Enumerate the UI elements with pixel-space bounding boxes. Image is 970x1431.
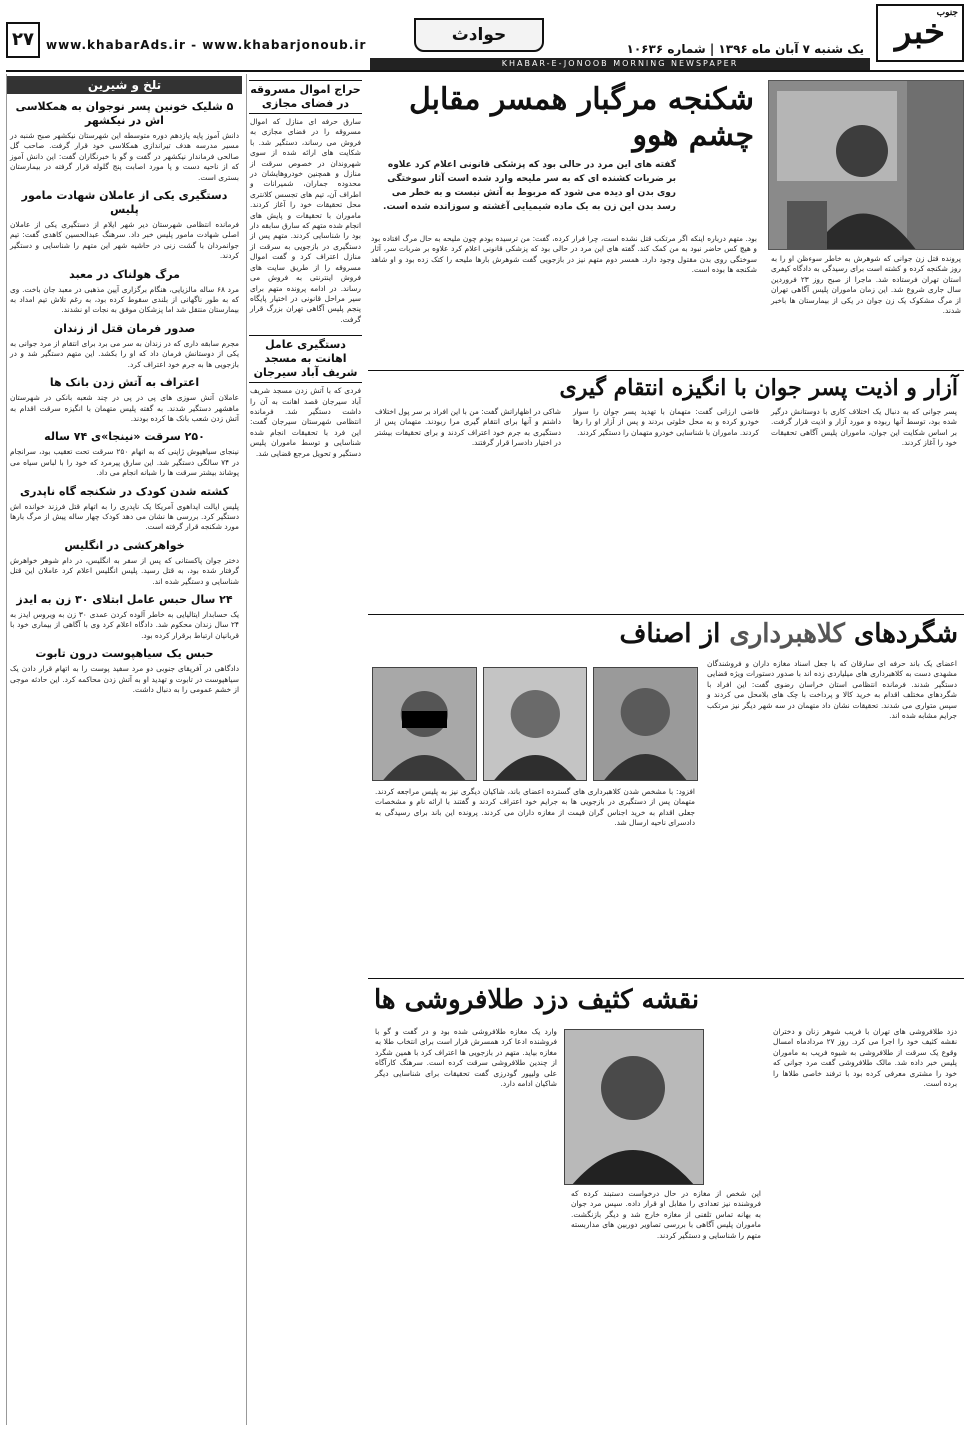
website-urls: www.khabarAds.ir - www.khabarjonoub.ir: [46, 38, 367, 52]
story3-headline-a: شگردهای: [844, 619, 958, 649]
brief-body: عاملان آتش سوزی های پی در پی در چند شعبه بانکی در شهرستان ماهشهر دستگیر شدند. به گفته پلیس متهمان با انگیزه سرقت اقدام به آتش زدن شعب بانک ها کرده بودند.: [10, 393, 239, 423]
thief-photo: [564, 1029, 704, 1185]
briefs-column: [6, 74, 242, 1425]
story2-headline: آزار و اذیت پسر جوان با انگیزه انتقام گیری: [559, 375, 958, 401]
brief-title: حبس یک سیاهپوست درون تابوت: [35, 647, 214, 661]
story-harassment: [368, 370, 964, 610]
dateline: یک شنبه ۷ آبان ماه ۱۳۹۶ | شماره ۱۰۶۳۶: [626, 42, 864, 56]
brief-title: کشته شدن کودک در شکنجه گاه ناپدری: [20, 484, 229, 498]
story-gold-thief: [368, 978, 964, 1425]
brief-title: ۲۵۰ سرقت «نینجا»ی ۷۴ ساله: [44, 430, 205, 444]
story2-col2: قاضی ارزانی گفت: متهمان با تهدید پسر جوان را سوار خودرو کرده و به محل خلوتی بردند و پس از آزار او را رها کردند. ماموران با شناسایی خودرو متهمان را دستگیر کردند.: [573, 407, 759, 437]
brief-body: پلیس ایالت ایداهوی آمریکا یک ناپدری را به اتهام قتل فرزند خوانده اش دستگیر کرد. بررسی ها نشان می دهد کودک چهار ساله پیش از مرگ بارها مورد شکنجه قرار گرفته است.: [10, 501, 239, 532]
briefs-list: [7, 100, 242, 695]
brief-body: فرمانده انتظامی شهرستان دیر شهر ایلام از دستگیری یکی از عاملان اصلی شهادت مامور پلیس خبر داد. سرهنگ عبدالحسین کاهدی گفت: تیم جوانمردان با گشت زنی در حاشیه شهر این متهم را شناسایی و دستگیر کردند.: [10, 220, 239, 261]
story3-col-right: اعضای یک باند حرفه ای سارقان که با جعل اسناد مغازه داران و فروشندگان مشهدی دست به کلاهبرداری های میلیاردی زده اند با صدور دستورات ویژه قضایی دستگیر شدند. فرمانده انتظامی استان خراسان رضوی گفت: این افراد با شگردهای مختلف اقدام به خرید کالا و پرداخت با چک های بلامحل می کردند و سپس متواری می شدند. تحقیقات نشان داد متهمان در سه شهر دیگر نیز مرتکب جرایم مشابه شده اند.: [707, 659, 957, 721]
story3-headline-c: از اصناف: [619, 619, 730, 649]
mid-story2-body: فردی که با آتش زدن مسجد شریف آباد سیرجان قصد اهانت به آن را داشت دستگیر شد. فرمانده انتظامی شهرستان سیرجان گفت: این فرد با تحقیقات انجام شده شناسایی و توسط ماموران پلیس دستگیر و تحویل مرجع قضایی شد.: [250, 386, 361, 458]
hero-headline: شکنجه مرگبار همسر مقابل چشم هوو: [408, 82, 754, 153]
story3-col-left: افزود: با مشخص شدن کلاهبرداری های گسترده اعضای باند، شاکیان دیگری نیز به پلیس مراجعه کردند. متهمان پس از دستگیری در بازجویی ها به جرایم خود اعتراف کردند و گفتند با ارائه نام و مشخصات جعلی اقدام به خرید اجناس گران قیمت از مغازه داران می کردند. پرونده این باند برای رسیدگی به دادسرای ناحیه ارسال شد.: [375, 787, 695, 828]
mid-story1-title: حراج اموال مسروقه در فضای مجازی: [249, 80, 362, 114]
briefs-kicker: تلخ و شیرین: [7, 76, 242, 94]
brief-title: خواهرکشی در انگلیس: [64, 538, 185, 552]
newspaper-logo: [876, 4, 964, 62]
brief-body: مجرم سابقه داری که در زندان به سر می برد برای انتقام از مرد جوانی به یکی از دوستانش فرمان داد که او را بکشد. این متهم دستگیر شد و در بازجویی ها به جرم خود اعتراف کرد.: [10, 338, 239, 369]
eye-censor-bar: [402, 711, 447, 729]
story4-col1: دزد طلافروشی های تهران با فریب شوهر زنان و دختران نقشه کثیف خود را اجرا می کرد. روز ۲۷ مردادماه امسال وقوع یک سرقت از طلافروشی به شیوه فریب به ماموران پلیس خبر داده شد. مالک طلافروشی گفت مرد جوانی که خود را مشتری معرفی کرده بود با ترفند خاصی طلاها را برده است.: [773, 1027, 957, 1089]
hero-body-left: بود. متهم درباره اینکه اگر مرتکب قتل نشده است، چرا فرار کرده، گفت: من ترسیده بودم چون ملیحه به حال مرگ افتاده بود و هیچ کس حاضر نبود به من کمک کند. گفته های این مرد در حالی بود که پزشکی قانونی اعلام کرد علاوه بر ضربات سر، آثار سوختگی روی بدن مقتول وجود دارد. همسر دوم متهم نیز در بازجویی گفت شوهرش بارها ملیحه را کتک زده بود و او شاهد شکنجه ها بوده است.: [371, 234, 757, 275]
mid-story1-body: سارق حرفه ای منازل که اموال مسروقه را در فضای مجازی به فروش می رساند، دستگیر شد. با شکایت های ارائه شده از سوی شهروندان در خصوص سرقت از منازل و همچنین خودروهایشان در محدوده جماران، شمیرانات و اطراف آن، تیم های تجسس کلانتری محل تحقیقات خود را آغاز کردند. ماموران با تحقیقات و پایش های انجام شده متهم که سارق سابقه دار بود را شناسایی کردند. متهم پس از دستگیری در بازجویی به سرقت از منازل اعتراف کرد و گفت اموال مسروقه را از طریق سایت های فروش اینترنتی به فروش می رساند. در ادامه پرونده متهم برای سیر مراحل قانونی در اختیار پایگاه پنجم پلیس آگاهی تهران بزرگ قرار گرفت.: [250, 117, 361, 324]
brief-body: یک حسابدار ایتالیایی به خاطر آلوده کردن عمدی ۳۰ زن به ویروس ایدز به ۲۴ سال زندان محکوم شد. دادگاه اعلام کرد وی با آگاهی از بیماری خود با قربانیان ارتباط برقرار کرده بود.: [10, 609, 240, 640]
brief-body: نینجای سیاهپوش ژاپنی که به اتهام ۲۵۰ سرقت تحت تعقیب بود، سرانجام در ۷۴ سالگی دستگیر شد. این سارق پیرمرد که خود را با لباس سیاه می پوشاند بیشتر سرقت ها را شبانه انجام می داد.: [10, 447, 239, 478]
story4-col2: این شخص از مغازه در حال درخواست دستبند کرده که فروشنده نیز تعدادی را مقابل او قرار داده. سپس مرد جوان به بهانه تماس تلفنی از مغازه خارج شد و دیگر بازنگشت. ماموران پلیس آگاهی با بررسی تصاویر دوربین های مداربسته متهم را شناسایی و دستگیر کردند.: [571, 1189, 761, 1240]
brief-body: مرد ۶۸ ساله مالزیایی، هنگام برگزاری آیین مذهبی در معبد جان باخت. وی که به طور ناگهانی از بلندی سقوط کرده بود، به رغم تلاش تیم امداد به بیمارستان منتقل شد اما پزشکان موفق به نجات او نشدند.: [10, 284, 239, 315]
brief-title: صدور فرمان قتل از زندان: [53, 321, 196, 335]
brief-title: ۲۴ سال حبس عامل ابتلای ۳۰ زن به ایدز: [16, 592, 233, 606]
suspect-photo-1: [593, 667, 698, 781]
story2-col3: شاکی در اظهاراتش گفت: من با این افراد بر سر پول اختلاف داشتم و آنها برای انتقام گیری مرا ربودند. متهمان پس از دستگیری به جرم خود اعتراف کردند و برای تحقیقات بیشتر در اختیار دادسرا قرار گرفتند.: [375, 407, 561, 448]
brief-title: ۵ شلیک خونین پسر نوجوان به همکلاسی اش در نیکشهر: [15, 100, 234, 127]
brief-body: دانش آموز پایه یازدهم دوره متوسطه این شهرستان نیکشهر صبح شنبه در مسیر مدرسه هدف تیراندازی همکلاسی خود قرار گرفت. صاحب گل صالحی فرماندار نیکشهر در گفت و گو با خبرنگاران گفت: این دانش آموز که از ناحیه دست و پا مورد اصابت پنج گلوله قرار گرفته در بیمارستان بستری است.: [10, 131, 239, 182]
suspect-photo-2: [483, 667, 588, 781]
story3-headline: [368, 615, 964, 653]
hero-photo: [768, 80, 964, 250]
mid-story2-title: دستگیری عامل اهانت به مسجد شریف آباد سیرجان: [249, 335, 362, 383]
suspect-photo-3: [372, 667, 477, 781]
brief-body: دختر جوان پاکستانی که پس از سفر به انگلیس، در دام شوهر خواهرش گرفتار شده بود، به قتل رسید. پلیس انگلیس اعلام کرد عاملان این قتل شناسایی و دستگیر شده اند.: [10, 555, 239, 586]
story2-col1: پسر جوانی که به دنبال یک اختلاف کاری با دوستانش درگیر شده بود، توسط آنها ربوده و مورد آزار و اذیت قرار گرفت. بر اساس شکایت این جوان، ماموران پلیس آگاهی تحقیقات خود را آغاز کردند.: [771, 407, 957, 448]
logo-text: خبر: [894, 12, 946, 52]
section-tab: حوادث: [414, 18, 544, 52]
masthead: [6, 4, 964, 66]
story3-headline-b: کلاهبرداری: [729, 619, 845, 649]
story-fraud: [368, 614, 964, 974]
brief-title: اعتراف به آتش زدن بانک ها: [49, 376, 200, 390]
page-number: ۲۷: [6, 22, 40, 58]
hero-story: [368, 74, 964, 364]
masthead-subband: KHABAR-E-JONOOB MORNING NEWSPAPER: [370, 58, 870, 70]
brief-title: دستگیری یکی از عاملان شهادت مامور پلیس: [21, 189, 228, 217]
brief-title: مرگ هولناک در معبد: [69, 267, 180, 281]
mid-column: [246, 74, 364, 1425]
masthead-rule: [6, 70, 964, 72]
logo-small-text: جنوب: [936, 8, 958, 18]
suspect-photos: [372, 667, 698, 781]
hero-lead: گفته های این مرد در حالی بود که پزشکی قانونی اعلام کرد علاوه بر ضربات کشنده ای که به سر ملیحه وارد شده است آثار سوختگی روی بدن او دیده می شود که مربوط به آتش نیست و به خطر می رسد بدن این زن به یک ماده شیمیایی آغشته و سوزانده شده است.: [383, 160, 676, 212]
story4-headline: نقشه کثیف دزد طلافروشی ها: [374, 985, 700, 1015]
main-area: [368, 74, 964, 1425]
hero-body-right: پرونده قتل زن جوانی که شوهرش به خاطر سوءظن او را به روز شکنجه کرده و کشته است برای رسیدگی به دادگاه کیفری استان تهران فرستاده شد. ماجرا از صبح روز ۲۳ فروردین سال جاری شروع شد. این زمان ماموران پلیس آگاهی تهران از مرگ مشکوک یک زن جوان در یکی از بیمارستان ها باخبر شدند.: [771, 254, 961, 316]
brief-body: دادگاهی در آفریقای جنوبی دو مرد سفید پوست را به اتهام قرار دادن یک سیاهپوست در تابوت و تهدید او به آتش زدن محاکمه کرد. این حادثه موجی از خشم عمومی را به دنبال داشت.: [10, 664, 239, 694]
story4-col3: وارد یک مغازه طلافروشی شده بود و در گفت و گو با فروشنده ادعا کرد همسرش قرار است برای انتخاب طلا به مغازه بیاید. متهم در بازجویی ها اعتراف کرد با همین شگرد از چندین طلافروشی سرقت کرده است. سرهنگ کارآگاه علی ولیپور گودرزی گفت تحقیقات برای شناسایی دیگر شاکیان ادامه دارد.: [375, 1027, 557, 1089]
